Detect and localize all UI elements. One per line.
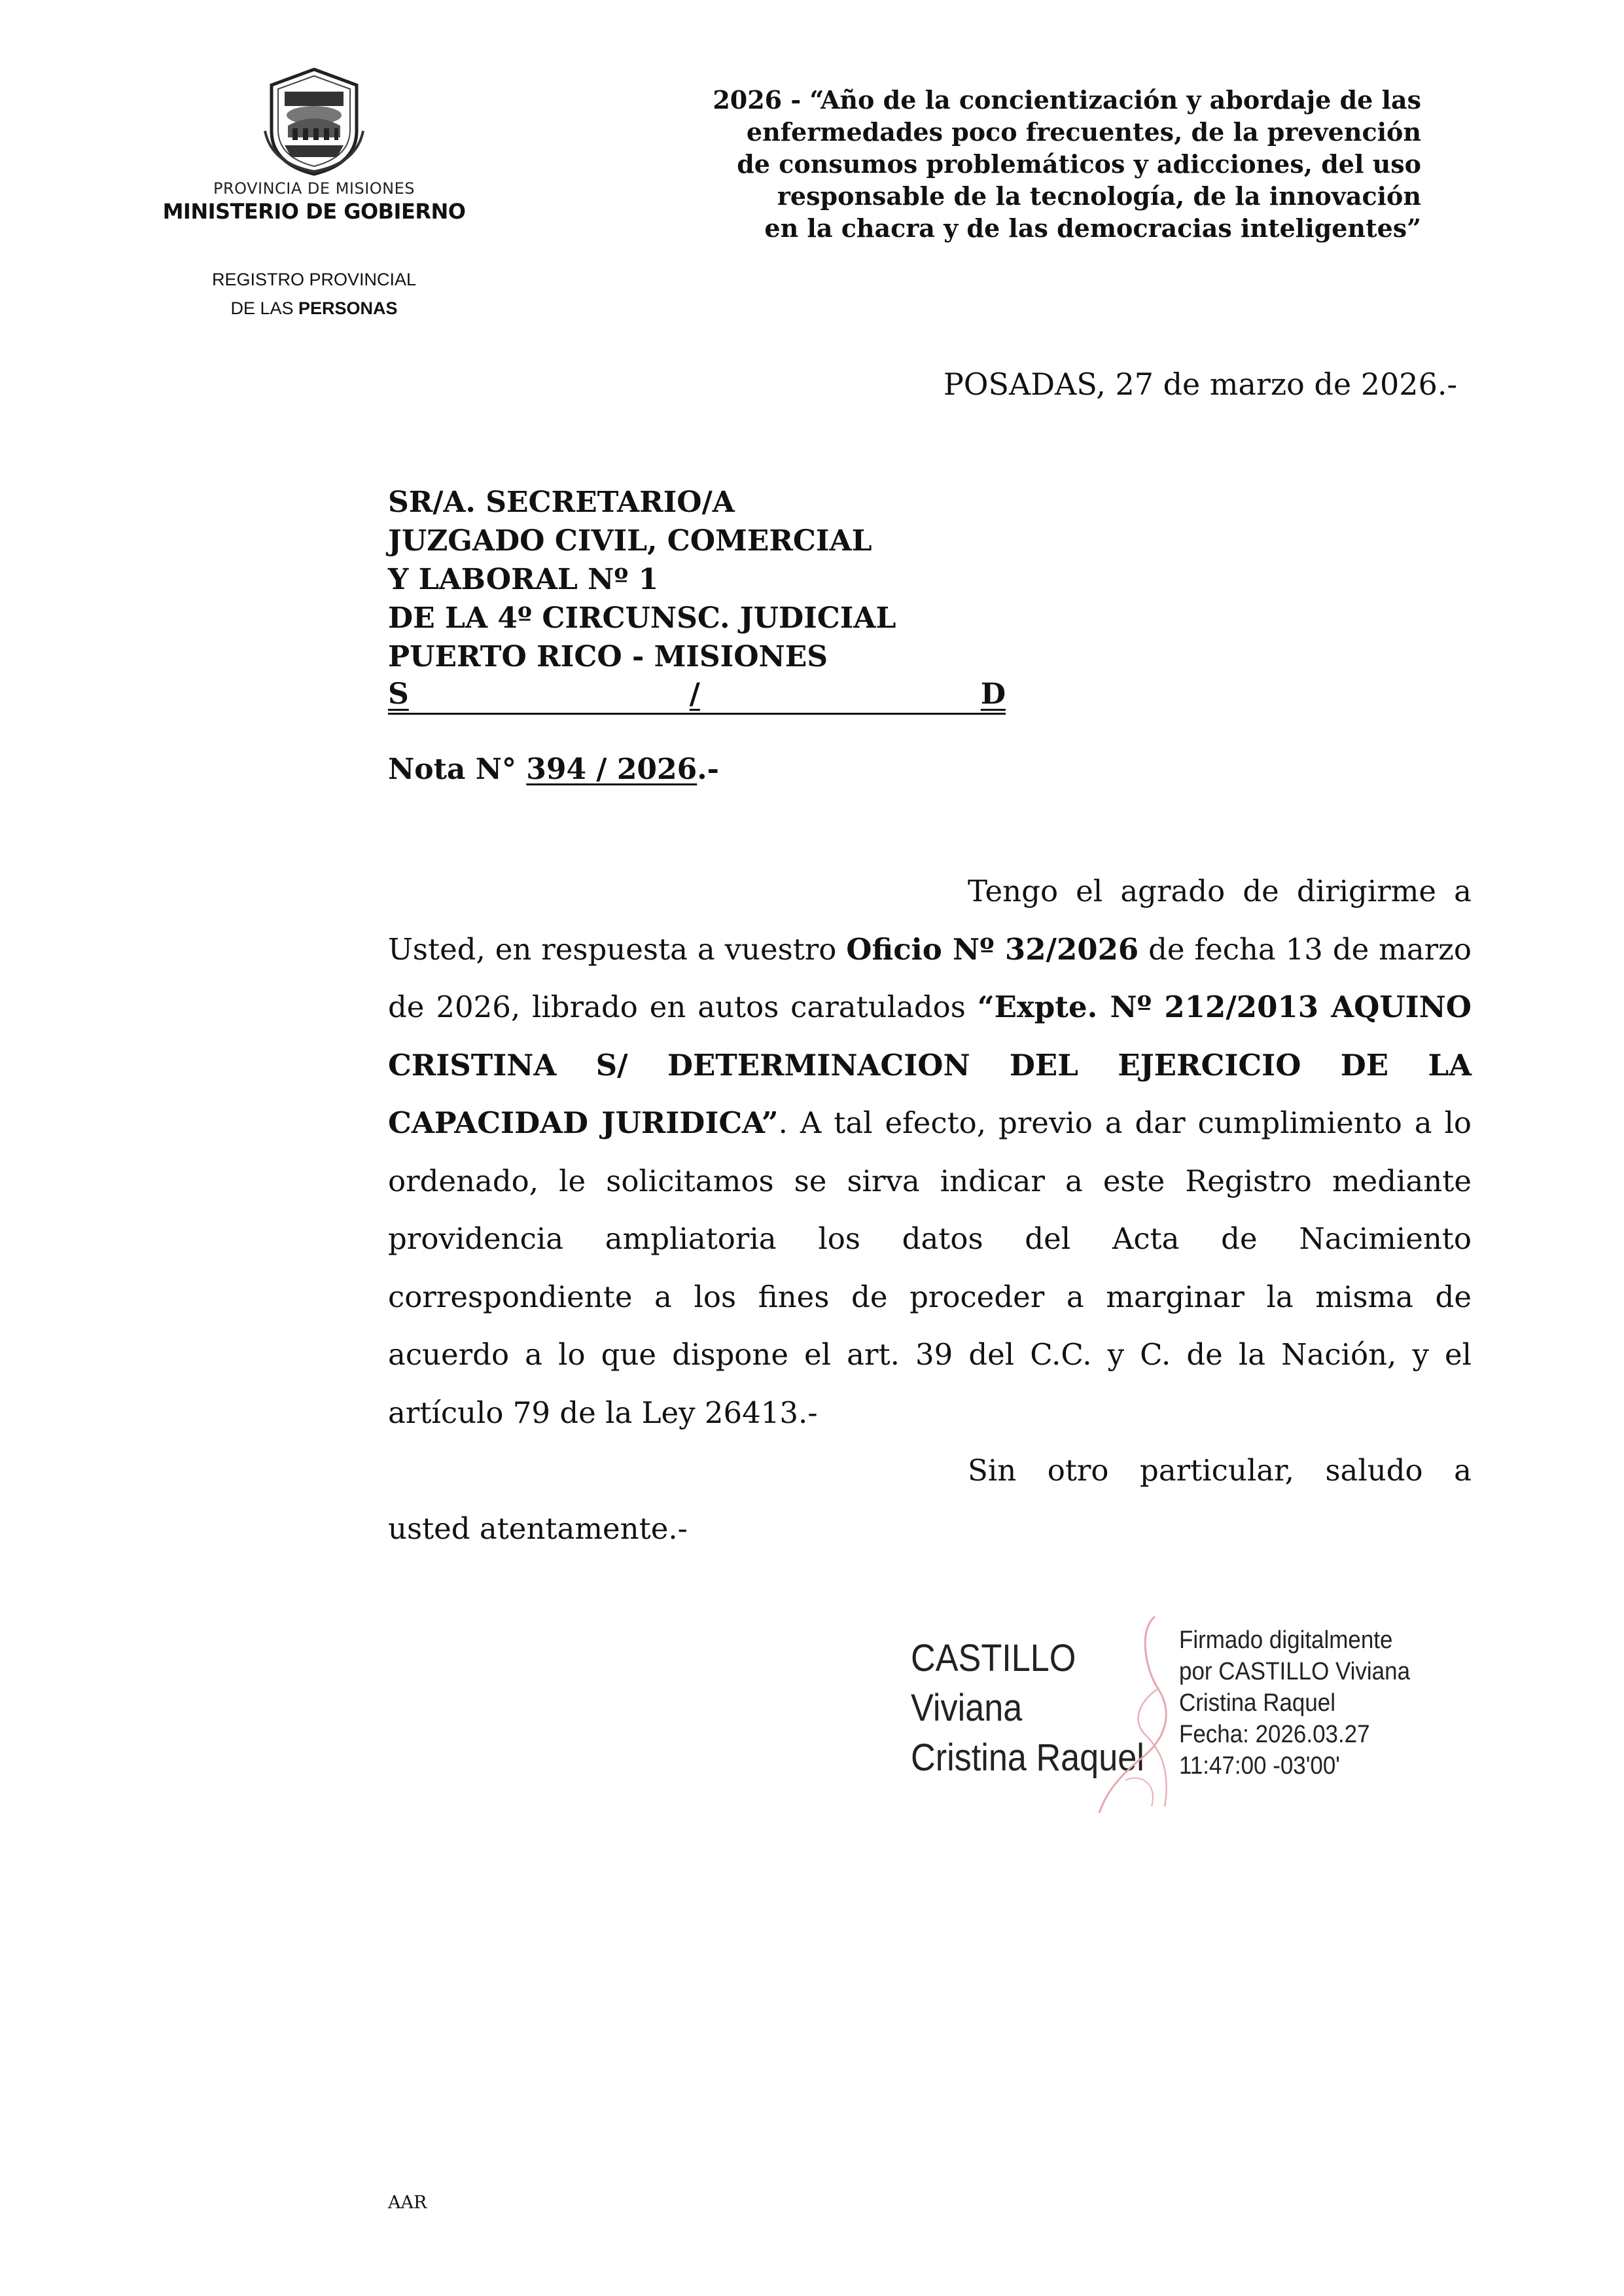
- addressee-line: PUERTO RICO - MISIONES: [388, 640, 828, 673]
- motto-line: responsable de la tecnología, de la innovación: [777, 181, 1421, 211]
- motto-line: de consumos problemáticos y adicciones, del uso: [737, 149, 1421, 179]
- typist-initials: AAR: [388, 2193, 427, 2213]
- ministry-logo: [157, 65, 471, 224]
- p1-oficio: Oficio Nº 32/2026: [846, 931, 1139, 967]
- sd-left: S: [388, 677, 409, 711]
- signer-name-line: Viviana: [911, 1687, 1023, 1729]
- p2-text: Sin otro particular, saludo a usted atentamente.-: [388, 1453, 1472, 1546]
- signature-info-line: 11:47:00 -03'00': [1179, 1752, 1340, 1780]
- p1-expte: “Expte. Nº 212/2013 AQUINO CRISTINA S/ DETERMINACION DEL EJERCICIO DE LA CAPACIDAD JURIDICA”: [388, 990, 1472, 1140]
- signature-info-line: Cristina Raquel: [1179, 1689, 1336, 1717]
- sd-line: [388, 676, 1006, 715]
- motto-line: enfermedades poco frecuentes, de la prevención: [746, 117, 1421, 147]
- motto-line: 2026 - “Año de la concientización y abordaje de las: [713, 85, 1421, 115]
- addressee-line: JUZGADO CIVIL, COMERCIAL: [388, 524, 872, 558]
- note-number: [388, 753, 719, 786]
- addressee-block: [388, 483, 1006, 715]
- registry-line-2-bold: PERSONAS: [298, 298, 398, 318]
- body-paragraph-2: [388, 1442, 1472, 1558]
- note-label: Nota N°: [388, 753, 516, 786]
- signer-name-line: Cristina Raquel: [911, 1736, 1144, 1779]
- letter-body: [388, 863, 1472, 1558]
- p1-intro: Tengo el agrado de dirigirme a Usted, en respuesta a vuestro: [388, 874, 1472, 967]
- signature-info-line: por CASTILLO Viviana: [1179, 1658, 1411, 1685]
- digital-signature: [903, 1623, 1479, 1820]
- addressee-line: SR/A. SECRETARIO/A: [388, 486, 735, 519]
- ministry-name: MINISTERIO DE GOBIERNO: [162, 199, 466, 224]
- p1-rest: . A tal efecto, previo a dar cumplimiento a lo ordenado, le solicitamos se sirva indicar a este Registro mediante providencia ampliatoria los datos del Acta de Nacimiento correspondiente a los fines de proceder a marginar la misma de acuerdo a lo que dispone el art. 39 del C.C. y C. de la Nación, y el artículo 79 de la Ley 26413.-: [388, 1105, 1472, 1430]
- signature-info: [1179, 1624, 1410, 1782]
- p1-mid: de fecha 13 de marzo de 2026, librado en autos caratulados: [388, 931, 1472, 1024]
- addressee-line: Y LABORAL Nº 1: [388, 563, 659, 596]
- province-name: PROVINCIA DE MISIONES: [213, 179, 415, 198]
- sd-right: D: [980, 677, 1006, 711]
- body-paragraph-1: [388, 863, 1472, 1442]
- note-suffix: .-: [697, 753, 719, 786]
- addressee-line: DE LA 4º CIRCUNSC. JUDICIAL: [388, 601, 896, 635]
- signature-mark-icon: [1060, 1610, 1184, 1820]
- date-line: POSADAS, 27 de marzo de 2026.-: [943, 367, 1457, 402]
- year-motto: [571, 84, 1421, 244]
- note-value: 394 / 2026: [526, 753, 697, 786]
- registry-name: [164, 265, 465, 323]
- signature-info-line: Firmado digitalmente: [1179, 1626, 1393, 1654]
- registry-line-1: REGISTRO PROVINCIAL: [211, 270, 417, 289]
- signer-name-line: CASTILLO: [911, 1637, 1076, 1679]
- signature-info-line: Fecha: 2026.03.27: [1179, 1721, 1370, 1748]
- registry-line-2: [164, 294, 465, 323]
- sd-mid: /: [689, 677, 700, 711]
- motto-line: en la chacra y de las democracias inteligentes”: [764, 213, 1421, 243]
- province-seal-icon: [258, 65, 370, 177]
- registry-line-2-prefix: DE LAS: [230, 298, 298, 318]
